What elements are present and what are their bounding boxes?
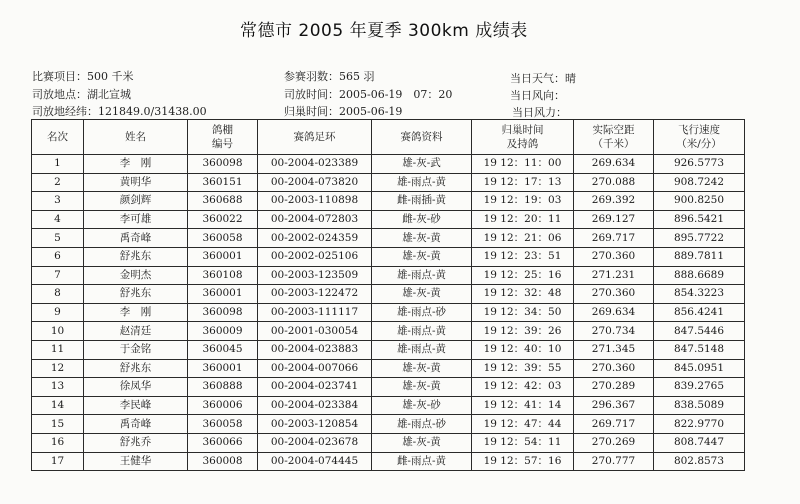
- rank-cell: 10: [32, 322, 84, 341]
- rank-cell: 9: [32, 303, 84, 322]
- ring-number-cell: 360001: [188, 247, 258, 266]
- speed-cell: 847.5148: [654, 340, 745, 359]
- return-time-cell: 19 12：32：48: [472, 285, 574, 304]
- release-coords: 司放地经纬：121849.0/31438.00: [32, 105, 207, 118]
- header-pigeon-info: 赛鸽资料: [372, 120, 472, 155]
- table-row: [32, 247, 745, 266]
- ring-number-cell: 360688: [188, 192, 258, 211]
- speed-cell: 900.8250: [654, 192, 745, 211]
- rank-cell: 6: [32, 247, 84, 266]
- ring-number-cell: 360151: [188, 173, 258, 192]
- distance-cell: 269.127: [574, 210, 654, 229]
- rank-cell: 15: [32, 415, 84, 434]
- weather: 当日天气：晴: [510, 72, 576, 85]
- speed-cell: 838.5089: [654, 396, 745, 415]
- distance-cell: 269.634: [574, 303, 654, 322]
- table-row: [32, 396, 745, 415]
- wind-force: 当日风力：: [512, 106, 567, 119]
- rank-cell: 1: [32, 155, 84, 174]
- results-body: [32, 155, 745, 471]
- return-time-cell: 19 12：17：13: [472, 173, 574, 192]
- ring-number-cell: 360022: [188, 210, 258, 229]
- rank-cell: 5: [32, 229, 84, 248]
- speed-cell: 802.8573: [654, 452, 745, 471]
- pigeon-info-cell: 雄-雨点-砂: [372, 415, 472, 434]
- name-cell: 李可雄: [84, 210, 188, 229]
- return-time-cell: 19 12：39：55: [472, 359, 574, 378]
- speed-cell: 896.5421: [654, 210, 745, 229]
- header-ring: 鸽棚 编号: [188, 120, 258, 155]
- speed-cell: 895.7722: [654, 229, 745, 248]
- speed-cell: 808.7447: [654, 433, 745, 452]
- return-time: 归巢时间：2005-06-19: [284, 105, 403, 118]
- race-ring-cell: 00-2002-025106: [258, 247, 372, 266]
- release-place: 司放地点：湖北宣城: [32, 88, 131, 101]
- speed-cell: 888.6689: [654, 266, 745, 285]
- name-cell: 舒兆乔: [84, 433, 188, 452]
- table-row: [32, 210, 745, 229]
- ring-number-cell: 360066: [188, 433, 258, 452]
- table-row: [32, 340, 745, 359]
- table-row: [32, 192, 745, 211]
- return-time-cell: 19 12：34：50: [472, 303, 574, 322]
- distance-cell: 271.231: [574, 266, 654, 285]
- table-header-row: [32, 120, 745, 155]
- race-ring-cell: 00-2002-024359: [258, 229, 372, 248]
- return-time-cell: 19 12：19：03: [472, 192, 574, 211]
- name-cell: 于金铭: [84, 340, 188, 359]
- name-cell: 禹奇峰: [84, 415, 188, 434]
- name-cell: 李 刚: [84, 303, 188, 322]
- race-ring-cell: 00-2004-023741: [258, 378, 372, 397]
- name-cell: 李 刚: [84, 155, 188, 174]
- return-time-cell: 19 12：41：14: [472, 396, 574, 415]
- rank-cell: 12: [32, 359, 84, 378]
- speed-cell: 856.4241: [654, 303, 745, 322]
- pigeon-info-cell: 雄-雨点-黄: [372, 173, 472, 192]
- distance-cell: 269.634: [574, 155, 654, 174]
- return-time-cell: 19 12：47：44: [472, 415, 574, 434]
- table-row: [32, 285, 745, 304]
- speed-cell: 822.9770: [654, 415, 745, 434]
- speed-cell: 926.5773: [654, 155, 745, 174]
- race-ring-cell: 00-2004-074445: [258, 452, 372, 471]
- ring-number-cell: 360058: [188, 229, 258, 248]
- name-cell: 李民峰: [84, 396, 188, 415]
- distance-cell: 269.717: [574, 415, 654, 434]
- pigeon-info-cell: 雄-灰-黄: [372, 229, 472, 248]
- name-cell: 王健华: [84, 452, 188, 471]
- race-ring-cell: 00-2003-111117: [258, 303, 372, 322]
- name-cell: 金明杰: [84, 266, 188, 285]
- speed-cell: 847.5446: [654, 322, 745, 341]
- rank-cell: 14: [32, 396, 84, 415]
- race-ring-cell: 00-2004-023389: [258, 155, 372, 174]
- speed-cell: 854.3223: [654, 285, 745, 304]
- ring-number-cell: 360001: [188, 285, 258, 304]
- race-ring-cell: 00-2003-120854: [258, 415, 372, 434]
- pigeon-info-cell: 雌-灰-砂: [372, 210, 472, 229]
- rank-cell: 13: [32, 378, 84, 397]
- speed-cell: 839.2765: [654, 378, 745, 397]
- race-ring-cell: 00-2003-122472: [258, 285, 372, 304]
- distance-cell: 270.269: [574, 433, 654, 452]
- ring-number-cell: 360098: [188, 303, 258, 322]
- name-cell: 徐凤华: [84, 378, 188, 397]
- table-row: [32, 378, 745, 397]
- race-ring-cell: 00-2004-023678: [258, 433, 372, 452]
- entries-count: 参赛羽数：565 羽: [284, 70, 375, 83]
- rank-cell: 16: [32, 433, 84, 452]
- return-time-cell: 19 12：39：26: [472, 322, 574, 341]
- pigeon-info-cell: 雌-雨插-黄: [372, 192, 472, 211]
- distance-cell: 270.289: [574, 378, 654, 397]
- distance-cell: 270.734: [574, 322, 654, 341]
- distance-cell: 296.367: [574, 396, 654, 415]
- rank-cell: 7: [32, 266, 84, 285]
- name-cell: 颜剑辉: [84, 192, 188, 211]
- return-time-cell: 19 12：42：03: [472, 378, 574, 397]
- table-row: [32, 359, 745, 378]
- name-cell: 赵清廷: [84, 322, 188, 341]
- pigeon-info-cell: 雌-雨点-黄: [372, 452, 472, 471]
- speed-cell: 845.0951: [654, 359, 745, 378]
- distance-cell: 270.360: [574, 285, 654, 304]
- ring-number-cell: 360888: [188, 378, 258, 397]
- race-ring-cell: 00-2003-123509: [258, 266, 372, 285]
- document-title: 常德市 2005 年夏季 300km 成绩表: [240, 21, 528, 41]
- name-cell: 禹奇峰: [84, 229, 188, 248]
- results-table: [31, 119, 745, 471]
- table-row: [32, 266, 745, 285]
- wind-direction: 当日风向：: [510, 89, 565, 102]
- name-cell: 黄明华: [84, 173, 188, 192]
- speed-cell: 908.7242: [654, 173, 745, 192]
- table-row: [32, 452, 745, 471]
- distance-cell: 270.360: [574, 247, 654, 266]
- header-speed: 飞行速度 （米/分）: [654, 120, 745, 155]
- pigeon-info-cell: 雄-雨点-黄: [372, 340, 472, 359]
- table-row: [32, 433, 745, 452]
- return-time-cell: 19 12：20：11: [472, 210, 574, 229]
- table-row: [32, 303, 745, 322]
- speed-cell: 889.7811: [654, 247, 745, 266]
- return-time-cell: 19 12：40：10: [472, 340, 574, 359]
- ring-number-cell: 360108: [188, 266, 258, 285]
- table-row: [32, 173, 745, 192]
- pigeon-info-cell: 雄-灰-黄: [372, 359, 472, 378]
- pigeon-info-cell: 雄-灰-黄: [372, 247, 472, 266]
- return-time-cell: 19 12：23：51: [472, 247, 574, 266]
- ring-number-cell: 360006: [188, 396, 258, 415]
- distance-cell: 271.345: [574, 340, 654, 359]
- name-cell: 舒兆东: [84, 285, 188, 304]
- return-time-cell: 19 12：25：16: [472, 266, 574, 285]
- pigeon-info-cell: 雄-雨点-黄: [372, 266, 472, 285]
- distance-cell: 270.360: [574, 359, 654, 378]
- name-cell: 舒兆东: [84, 359, 188, 378]
- table-row: [32, 229, 745, 248]
- table-row: [32, 322, 745, 341]
- ring-number-cell: 360009: [188, 322, 258, 341]
- distance-cell: 270.777: [574, 452, 654, 471]
- release-time: 司放时间：2005-06-19 07：20: [284, 88, 453, 101]
- race-ring-cell: 00-2004-007066: [258, 359, 372, 378]
- pigeon-info-cell: 雄-灰-黄: [372, 433, 472, 452]
- pigeon-info-cell: 雄-灰-黄: [372, 378, 472, 397]
- race-ring-cell: 00-2004-023384: [258, 396, 372, 415]
- ring-number-cell: 360008: [188, 452, 258, 471]
- distance-cell: 269.392: [574, 192, 654, 211]
- rank-cell: 3: [32, 192, 84, 211]
- header-race-ring: 赛鸽足环: [258, 120, 372, 155]
- pigeon-info-cell: 雄-灰-黄: [372, 285, 472, 304]
- table-row: [32, 415, 745, 434]
- header-return-time: 归巢时间 及持鸽: [472, 120, 574, 155]
- ring-number-cell: 360001: [188, 359, 258, 378]
- header-name: 姓名: [84, 120, 188, 155]
- name-cell: 舒兆东: [84, 247, 188, 266]
- table-row: [32, 155, 745, 174]
- race-ring-cell: 00-2004-073820: [258, 173, 372, 192]
- return-time-cell: 19 12：57：16: [472, 452, 574, 471]
- return-time-cell: 19 12：54：11: [472, 433, 574, 452]
- pigeon-info-cell: 雄-灰-武: [372, 155, 472, 174]
- ring-number-cell: 360058: [188, 415, 258, 434]
- ring-number-cell: 360045: [188, 340, 258, 359]
- rank-cell: 11: [32, 340, 84, 359]
- ring-number-cell: 360098: [188, 155, 258, 174]
- race-ring-cell: 00-2004-023883: [258, 340, 372, 359]
- return-time-cell: 19 12：21：06: [472, 229, 574, 248]
- race-ring-cell: 00-2004-072803: [258, 210, 372, 229]
- distance-cell: 269.717: [574, 229, 654, 248]
- distance-cell: 270.088: [574, 173, 654, 192]
- race-item: 比赛项目：500 千米: [32, 70, 134, 83]
- return-time-cell: 19 12：11：00: [472, 155, 574, 174]
- race-ring-cell: 00-2003-110898: [258, 192, 372, 211]
- header-distance: 实际空距 （千米）: [574, 120, 654, 155]
- rank-cell: 2: [32, 173, 84, 192]
- rank-cell: 4: [32, 210, 84, 229]
- pigeon-info-cell: 雄-灰-砂: [372, 396, 472, 415]
- rank-cell: 8: [32, 285, 84, 304]
- header-rank: 名次: [32, 120, 84, 155]
- pigeon-info-cell: 雄-雨点-黄: [372, 322, 472, 341]
- pigeon-info-cell: 雄-雨点-砂: [372, 303, 472, 322]
- rank-cell: 17: [32, 452, 84, 471]
- race-ring-cell: 00-2001-030054: [258, 322, 372, 341]
